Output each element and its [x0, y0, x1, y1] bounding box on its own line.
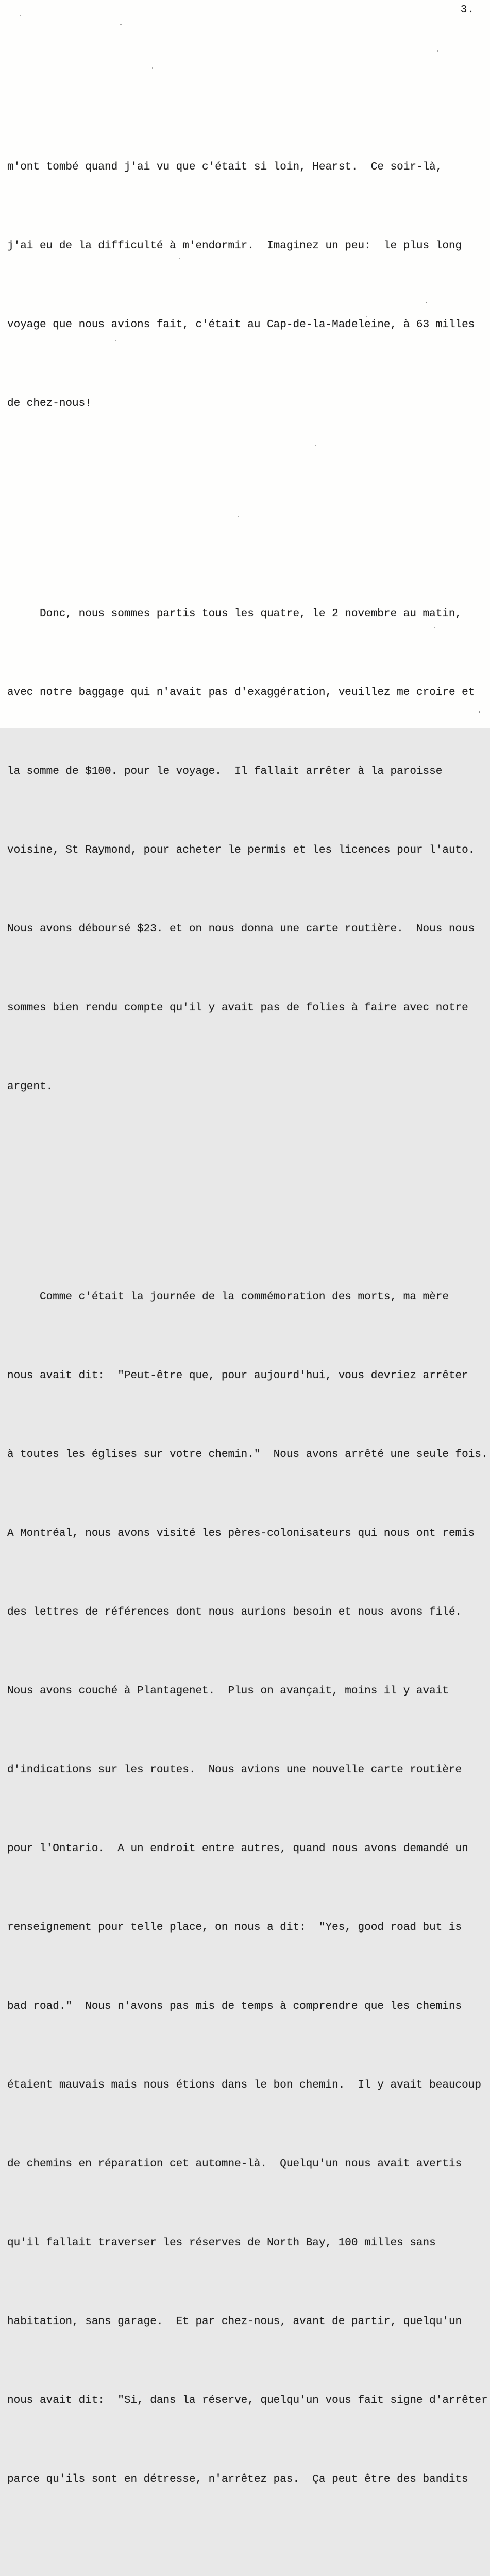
text-line: à toutes les églises sur votre chemin." Nous avons arrêté une seule fois.	[7, 1449, 488, 1461]
typewritten-text	[7, 23, 488, 2576]
scan-speck	[238, 516, 239, 517]
scan-speck	[179, 258, 180, 259]
text-line: qu'il fallait traverser les réserves de North Bay, 100 milles sans	[7, 2237, 436, 2249]
text-line: étaient mauvais mais nous étions dans le bon chemin. Il y avait beaucoup	[7, 2079, 481, 2091]
scan-speck	[120, 24, 122, 25]
paragraph-3	[7, 1231, 488, 2545]
page-number: 3.	[460, 4, 475, 16]
text-line: habitation, sans garage. Et par chez-nous, avant de partir, quelqu'un	[7, 2316, 462, 2328]
scan-speck	[115, 340, 116, 341]
text-line: A Montréal, nous avons visité les pères-colonisateurs qui nous ont remis	[7, 1528, 475, 1539]
text-line: nous avait dit: "Peut-être que, pour aujourd'hui, vous devriez arrêter	[7, 1370, 468, 1382]
scan-speck	[366, 316, 367, 317]
text-line: Nous avons couché à Plantagenet. Plus on avançait, moins il y avait	[7, 1685, 449, 1697]
text-line: voisine, St Raymond, pour acheter le permis et les licences pour l'auto.	[7, 844, 475, 856]
text-line: Donc, nous sommes partis tous les quatre, le 2 novembre au matin,	[40, 608, 462, 620]
text-line: nous avait dit: "Si, dans la réserve, quelqu'un vous fait signe d'arrêter	[7, 2395, 488, 2406]
paragraph-1	[7, 101, 488, 469]
scan-speck	[315, 445, 316, 446]
text-line: m'ont tombé quand j'ai vu que c'était si loin, Hearst. Ce soir-là,	[7, 161, 443, 173]
text-line: voyage que nous avions fait, c'était au Cap-de-la-Madeleine, à 63 milles	[7, 319, 475, 331]
text-line: renseignement pour telle place, on nous a dit: "Yes, good road but is	[7, 1922, 462, 1934]
text-line: j'ai eu de la difficulté à m'endormir. Imaginez un peu: le plus long	[7, 240, 462, 252]
text-line: de chemins en réparation cet automne-là. Quelqu'un nous avait avertis	[7, 2158, 462, 2170]
scan-speck	[152, 67, 153, 69]
text-line: Comme c'était la journée de la commémoration des morts, ma mère	[40, 1291, 449, 1303]
text-line: pour l'Ontario. A un endroit entre autres, quand nous avons demandé un	[7, 1843, 468, 1855]
scan-speck	[437, 50, 438, 52]
scan-speck	[479, 711, 480, 713]
scan-speck	[20, 15, 21, 16]
text-line: Nous avons déboursé $23. et on nous donna une carte routière. Nous nous	[7, 923, 475, 935]
text-line: parce qu'ils sont en détresse, n'arrêtez pas. Ça peut être des bandits	[7, 2473, 468, 2485]
text-line: de chez-nous!	[7, 398, 92, 410]
text-line: sommes bien rendu compte qu'il y avait pas de folies à faire avec notre	[7, 1002, 468, 1014]
text-line: d'indications sur les routes. Nous avions une nouvelle carte routière	[7, 1764, 462, 1776]
text-line: argent.	[7, 1081, 53, 1093]
paragraph-2	[7, 548, 488, 1153]
scan-speck	[434, 627, 435, 628]
scan-speck	[426, 302, 427, 303]
text-line: la somme de $100. pour le voyage. Il fallait arrêter à la paroisse	[7, 766, 443, 777]
text-line: des lettres de références dont nous aurions besoin et nous avons filé.	[7, 1606, 462, 1618]
text-line: avec notre baggage qui n'avait pas d'exaggération, veuillez me croire et	[7, 687, 475, 699]
text-line: bad road." Nous n'avons pas mis de temps à comprendre que les chemins	[7, 2001, 462, 2012]
